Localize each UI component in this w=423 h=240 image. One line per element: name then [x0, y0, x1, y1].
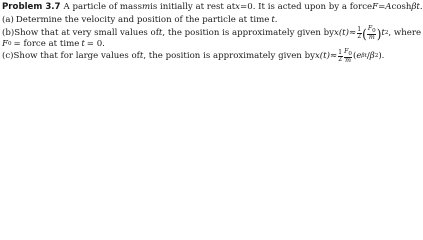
- part-b-rparen: ): [376, 25, 382, 42]
- statement-part-a: A particle of mass: [63, 1, 142, 12]
- period: .: [419, 1, 423, 12]
- part-c-label: (c): [2, 51, 14, 62]
- part-b-lparen: (: [362, 25, 367, 42]
- beta-t: βt: [411, 1, 420, 12]
- part-a-label: (a): [2, 14, 14, 25]
- part-b-text2: , the position is approximately given by: [162, 28, 334, 39]
- problem-statement: [2, 1, 423, 13]
- part-a-end: .: [274, 14, 278, 25]
- part-b-label: (b): [2, 28, 15, 39]
- part-c-text2: , the position is approximately given by: [143, 51, 315, 62]
- part-b-F0-line-sub: 0: [7, 40, 12, 47]
- part-b-continuation: [2, 40, 348, 49]
- var-A: A: [385, 1, 392, 12]
- eq-sign-2: =: [378, 1, 386, 12]
- part-c-half: $\frac{1}{2}$: [338, 48, 343, 63]
- part-b-force-def: = force at time: [13, 39, 80, 50]
- part-b-where: , where: [388, 28, 422, 39]
- part-b-t2-sup: 2: [384, 29, 389, 36]
- problem-number: Problem 3.7: [2, 1, 61, 12]
- part-c-t: t: [139, 51, 144, 62]
- part-c-slash: /: [366, 51, 370, 62]
- part-a-t: t: [271, 14, 275, 25]
- problem-page: [0, 0, 423, 65]
- part-c-F0-over-m: $\frac{F0}{m}$: [344, 47, 352, 65]
- part-b-t0: t: [81, 39, 85, 50]
- part-b-t: t: [158, 28, 163, 39]
- part-c-beta2: β: [369, 51, 375, 62]
- part-a: [2, 14, 348, 26]
- part-a-text: Determine the velocity and position of the particle at time: [15, 14, 270, 25]
- part-c-approx: ≈: [329, 51, 338, 62]
- part-c-end: ).: [378, 51, 385, 62]
- part-c-exp: βt: [361, 52, 367, 59]
- statement-part-b: is initially at rest at: [150, 1, 236, 12]
- part-c-e: e: [356, 51, 362, 62]
- part-b-F0-line: F: [2, 39, 8, 50]
- part-b-text: Show that at very small values of: [14, 28, 159, 39]
- part-c-lparen: (: [352, 51, 357, 62]
- part-c: [2, 47, 385, 65]
- part-b-t2: t: [381, 28, 385, 39]
- part-b-F0-over-m: $\frac{F0}{m}$: [367, 24, 376, 42]
- part-c-beta2-sup: 2: [374, 52, 379, 59]
- part-b-xt: x(t): [333, 28, 349, 39]
- var-m: m: [141, 1, 151, 12]
- statement-part-c: . It is acted upon by a force: [252, 1, 373, 12]
- part-c-xt: x(t): [314, 51, 330, 62]
- zero: 0: [247, 1, 253, 12]
- var-F: F: [372, 1, 379, 12]
- cosh: cosh: [391, 1, 412, 12]
- part-b-half: $\frac{1}{2}$: [357, 25, 362, 40]
- part-b-t0-eq: = 0.: [86, 39, 105, 50]
- part-c-text: Show that for large values of: [13, 51, 140, 62]
- part-b: [2, 24, 422, 42]
- part-b-approx: ≈: [349, 28, 357, 39]
- var-x: x: [235, 1, 241, 12]
- eq-sign: =: [240, 1, 248, 12]
